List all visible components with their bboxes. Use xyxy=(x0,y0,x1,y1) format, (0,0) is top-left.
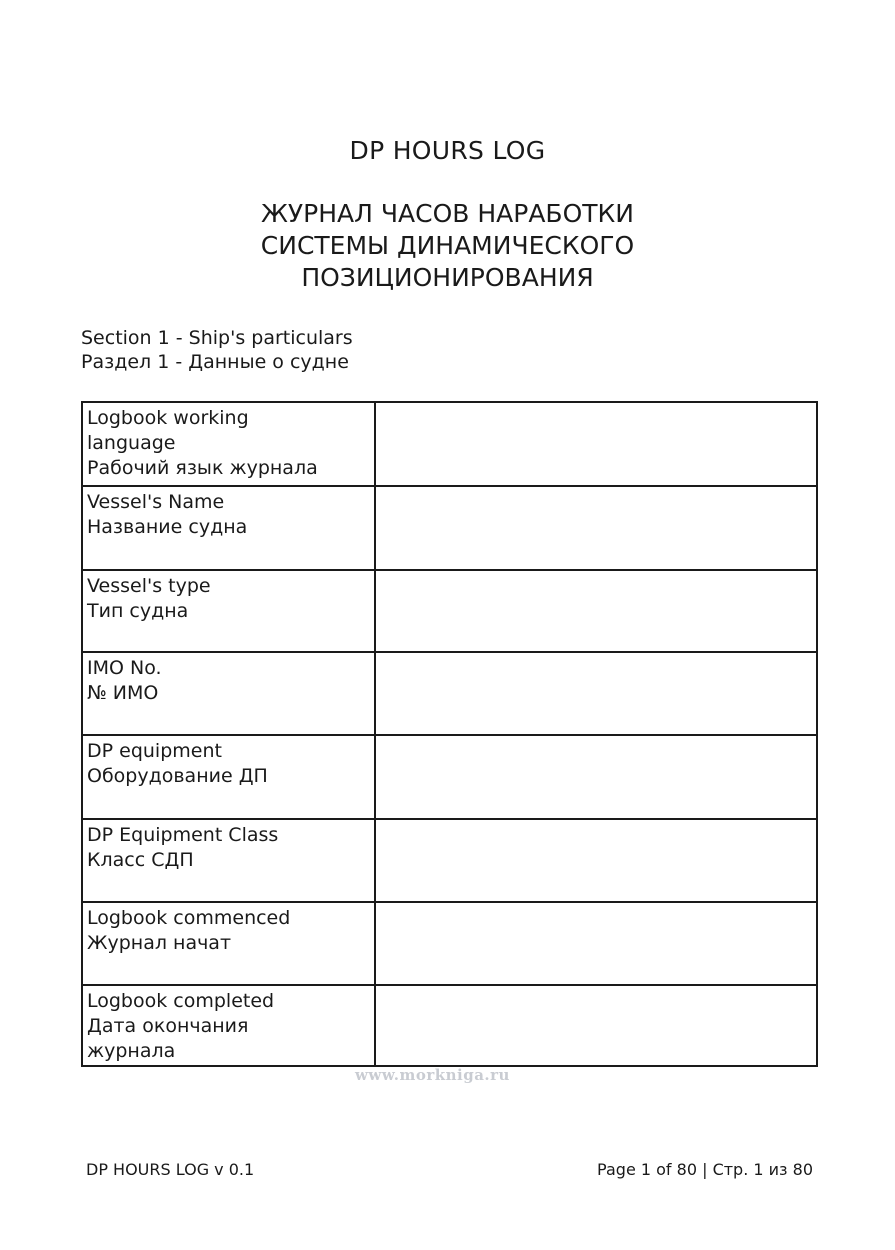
watermark: www.morkniga.ru xyxy=(355,1066,510,1084)
label-line: Журнал начат xyxy=(87,932,232,954)
label-line: Рабочий язык журнала xyxy=(87,457,318,479)
logbook-commenced-field[interactable] xyxy=(376,903,816,984)
label-line: журнала xyxy=(87,1040,176,1062)
label-line: Название судна xyxy=(87,516,248,538)
imo-number-field[interactable] xyxy=(376,653,816,734)
label-line: № ИМО xyxy=(87,682,159,704)
title-ru-line: СИСТЕМЫ ДИНАМИЧЕСКОГО xyxy=(260,231,635,260)
row-label xyxy=(83,403,376,485)
row-label xyxy=(83,571,376,651)
footer-page-number: Page 1 of 80 | Стр. 1 из 80 xyxy=(597,1160,813,1179)
row-label xyxy=(83,986,376,1065)
table-row xyxy=(83,571,816,653)
label-line: Оборудование ДП xyxy=(87,765,268,787)
document-title: DP HOURS LOG xyxy=(349,136,546,165)
logbook-completed-field[interactable] xyxy=(376,986,816,1065)
table-row xyxy=(83,653,816,736)
title-ru-line: ПОЗИЦИОНИРОВАНИЯ xyxy=(301,263,594,292)
label-line: Logbook working xyxy=(87,407,249,429)
dp-equipment-class-field[interactable] xyxy=(376,820,816,901)
table-row xyxy=(83,403,816,487)
vessel-name-field[interactable] xyxy=(376,487,816,569)
label-line: Vessel's Name xyxy=(87,491,225,513)
vessel-type-field[interactable] xyxy=(376,571,816,651)
row-label xyxy=(83,736,376,818)
row-label xyxy=(83,903,376,984)
label-line: Vessel's type xyxy=(87,575,211,597)
label-line: Дата окончания xyxy=(87,1015,249,1037)
document-title-russian xyxy=(0,198,895,294)
label-line: Тип судна xyxy=(87,600,189,622)
table-row xyxy=(83,820,816,903)
label-line: DP equipment xyxy=(87,740,222,762)
dp-equipment-field[interactable] xyxy=(376,736,816,818)
label-line: Logbook completed xyxy=(87,990,275,1012)
row-label xyxy=(83,487,376,569)
table-row xyxy=(83,487,816,571)
logbook-language-field[interactable] xyxy=(376,403,816,485)
row-label xyxy=(83,653,376,734)
section-title-en: Section 1 - Ship's particulars xyxy=(81,327,353,349)
row-label xyxy=(83,820,376,901)
table-row xyxy=(83,736,816,820)
label-line: Класс СДП xyxy=(87,849,194,871)
label-line: language xyxy=(87,432,176,454)
section-heading xyxy=(81,326,353,374)
label-line: DP Equipment Class xyxy=(87,824,279,846)
label-line: IMO No. xyxy=(87,657,162,679)
section-title-ru: Раздел 1 - Данные о судне xyxy=(81,351,349,373)
ship-particulars-table xyxy=(81,401,818,1067)
table-row xyxy=(83,903,816,986)
table-row xyxy=(83,986,816,1065)
label-line: Logbook commenced xyxy=(87,907,291,929)
title-ru-line: ЖУРНАЛ ЧАСОВ НАРАБОТКИ xyxy=(261,199,634,228)
footer-version: DP HOURS LOG v 0.1 xyxy=(86,1160,255,1179)
